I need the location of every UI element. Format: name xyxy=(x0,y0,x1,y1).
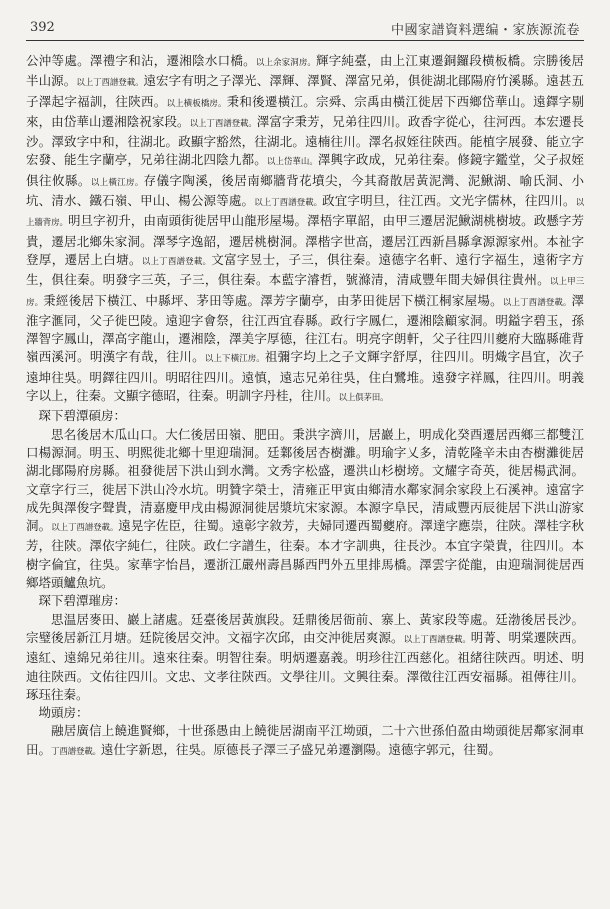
source-note: 以上横板橋房。 xyxy=(166,98,227,109)
source-note: 以上牆背房。 xyxy=(26,198,584,229)
body-paragraph xyxy=(26,426,584,593)
text-run: 輝字純臺，由上江東遷銅鑼段横板橋。宗勝後居半山源。 xyxy=(26,53,584,89)
page-body xyxy=(26,52,584,761)
text-run: 遠仕字新恩，往吳。原德長子澤三子盛兄弟遷瀏陽。遠德字郭元，往蜀。 xyxy=(100,741,501,757)
body-paragraph xyxy=(26,52,584,407)
source-note: 以上丁酉譜登載。 xyxy=(141,256,212,267)
text-run: 公沖等處。澤禮字和沾，遷湘陰水口橋。 xyxy=(26,53,256,68)
source-note: 以上俱茅田。 xyxy=(338,393,389,404)
text-run: 澤淮字滙同，父子徙巴陵。遠迎字會祭，往江西宜春縣。政行字鳳仁，遷湘陰顧家洞。明鎰字碧玉，孫澤智字鳳山，澤高字龍山，遷湘陰，澤美字厚德，往江右。明亮字朗軒，父子往四川夔府大臨縣碓背嶺西溪河。明漢字有哉，往川。 xyxy=(26,292,584,365)
source-note: 以上余家洞房。 xyxy=(255,58,316,68)
text-run: 秉和後遷橫江。宗舜、宗禹由橫江徙居下西鄉岱華山。遠鐸字剔來，由岱華山遷湘陰祝家段。 xyxy=(26,93,584,129)
text-run: 政宜字明旦，往江西。文光字儒林，往四川。 xyxy=(322,193,576,209)
text-run: 遠晃字佐臣，往蜀。遠彰字敘芳，夫婦同遷西蜀夔府。澤達字應崇，往陝。澤桂字秋芳，往陝。澤依字純仁，往陝。政仁字譜生，往秦。本才字訓典，往長沙。本宜字榮貴，往四川。本樹字倫宜，往吳。家華字怡昌，遷浙江嚴州壽昌縣西門外五里排馬橋。澤雲字從龍，由迎瑞洞徙居西鄉塔頭鱸魚坑。 xyxy=(26,518,584,591)
section-heading xyxy=(26,704,584,722)
page-header xyxy=(26,18,584,41)
source-note: 以上下橫江房。 xyxy=(204,354,265,365)
source-note: 以上丁酉譜登載。 xyxy=(403,634,471,645)
source-note: 以上丁酉譜登載。 xyxy=(76,78,144,89)
page-number: 392 xyxy=(30,20,55,35)
text-run: 融居廣信上饒進賢鄉，十世孫愚由上饒徙居湖南平江坳頭，二十六世孫伯盈由坳頭徙居鄰家洞車田。 xyxy=(26,723,584,757)
text-run: 琛下碧潭碩房： xyxy=(38,408,127,424)
text-run: 明旦字初升，由南頭街徙居甲山龍形屋場。澤梧字單韶，由甲三遷居泥鰍湖桃樹坡。政懸字芳貴，遷居北鄉朱家洞。澤琴字逸韶，遷居桃樹洞。澤楷字世高，遷居江西新昌縣拿源源家州。本祉字登厚，遷居上白塘。 xyxy=(26,213,584,267)
source-note: 以上岱華山。 xyxy=(266,157,318,168)
text-run: 坳頭房： xyxy=(38,705,89,721)
source-note: 以上丁酉譜登載。 xyxy=(51,523,119,534)
body-paragraph xyxy=(26,611,584,704)
source-note: 丁酉譜登載。 xyxy=(51,746,101,757)
text-run: 明菁、明棠遷陝西。遠紅、遠綿兄弟往川。遠來往秦。明智往秦。明炳遷嘉義。明珍往江西慈化。祖緒往陝西。明述、明迪往陝西。文佑往四川。文忠、文孝往陝西。文學往川。文興往秦。澤徵往江西安福縣。祖傳往川。琢珏往秦。 xyxy=(26,629,584,702)
section-heading xyxy=(26,407,584,425)
text-run: 存儀字陶溪，後居南鄉牆背花墳尖，今其裔散居黃泥灣、泥鰍湖、喻氏洞、小坑、清水、鐵石嶺、甲山、楊公源等處。 xyxy=(26,172,584,209)
text-run: 思名後居木瓜山口。大仁後居田嶺、肥田。秉洪字濟川，居巖上，明成化癸酉遷居西鄉三都雙江口楊源洞。明玉、明熙徙北鄉十里迎瑞洞。廷鄴後居杏樹灘。明瑜字乂多，清乾隆辛未由杏樹灘徙居湖北鄖陽府房縣。祖發徙居下洪山到水灣。文秀字松盛，遷洪山杉樹塝。文耀字奇英，徙居楊武洞。文章字行三，徙居下洪山冷水坑。明贊字榮士，清雍正甲寅由鄉清水鄰家洞余家段上石溪神。遠富字成先與澤俊字聲貴，清嘉慶甲戌由楊源洞徙居漿坑宋家源。本源字阜民，清咸豐丙辰徙居下洪山游家洞。 xyxy=(26,426,584,534)
source-note: 以上橫江房。 xyxy=(90,177,144,188)
source-note: 以上丁酉譜登載。 xyxy=(189,118,257,129)
text-run: 文富字昱士，子三，俱往秦。遠德字名軒、遠行字福生，遠術字方生，俱往秦。明發字三英，子三，俱往秦。本藍字濬哲，號滌清，清咸豐年間夫婦俱往貴州。 xyxy=(26,251,584,288)
text-run: 澤富字秉芳，兄弟往四川。政香字從心，往河西。本宏遷長沙。澤致字中和，往湖北。政顯字豁然，往湖北。遠楠往川。澤名叔姪往陝西。能植字展發、能立字宏發、能生字蘭亭，兄弟往湖北四陰九都。 xyxy=(26,113,584,168)
section-heading xyxy=(26,592,584,610)
text-run: 祖彌字均上之子文輝字舒厚，往四川。明熾字昌宜，次子遠坤往吳。明鐸往四川。明昭往四川。遠慎，遠志兄弟往吳，住白鷺堆。遠發字祥鳳，往四川。明義字以上，往秦。文顯字德昭，往秦。明訓字丹桂，往川。 xyxy=(26,349,584,404)
text-run: 思温居麥田、巖上諸處。廷臺後居黃旗段。廷鼎後居衙前、寨上、黃家段等處。廷渤後居長沙。宗璧後居新江月塘。廷院後居交沖。文福字次邱，由交沖徙居爽源。 xyxy=(26,611,584,645)
text-run: 澤興字政成，兄弟往秦。修鏡字鑑堂，父子叔姪俱往攸縣。 xyxy=(26,152,584,188)
running-title: 中國家譜資料選编・家族源流卷 xyxy=(390,23,580,38)
source-note: 以上丁酉譜登載。 xyxy=(254,198,323,209)
text-run: 秉經後居下橫江、中縣坪、茅田等處。澤芳字蘭亭，由茅田徙居下橫江桐家屋場。 xyxy=(43,292,503,308)
body-paragraph xyxy=(26,722,584,761)
text-run: 遠宏字有明之子澤光、澤輝、澤賢、澤富兄弟，俱徙湖北鄖陽府竹溪縣。遠甚五子澤起字福訓，往陝西。 xyxy=(26,73,584,109)
source-note: 以上甲三房。 xyxy=(26,277,584,308)
source-note: 以上丁酉譜登載。 xyxy=(502,297,572,308)
text-run: 琛下碧潭璀房： xyxy=(38,593,127,609)
